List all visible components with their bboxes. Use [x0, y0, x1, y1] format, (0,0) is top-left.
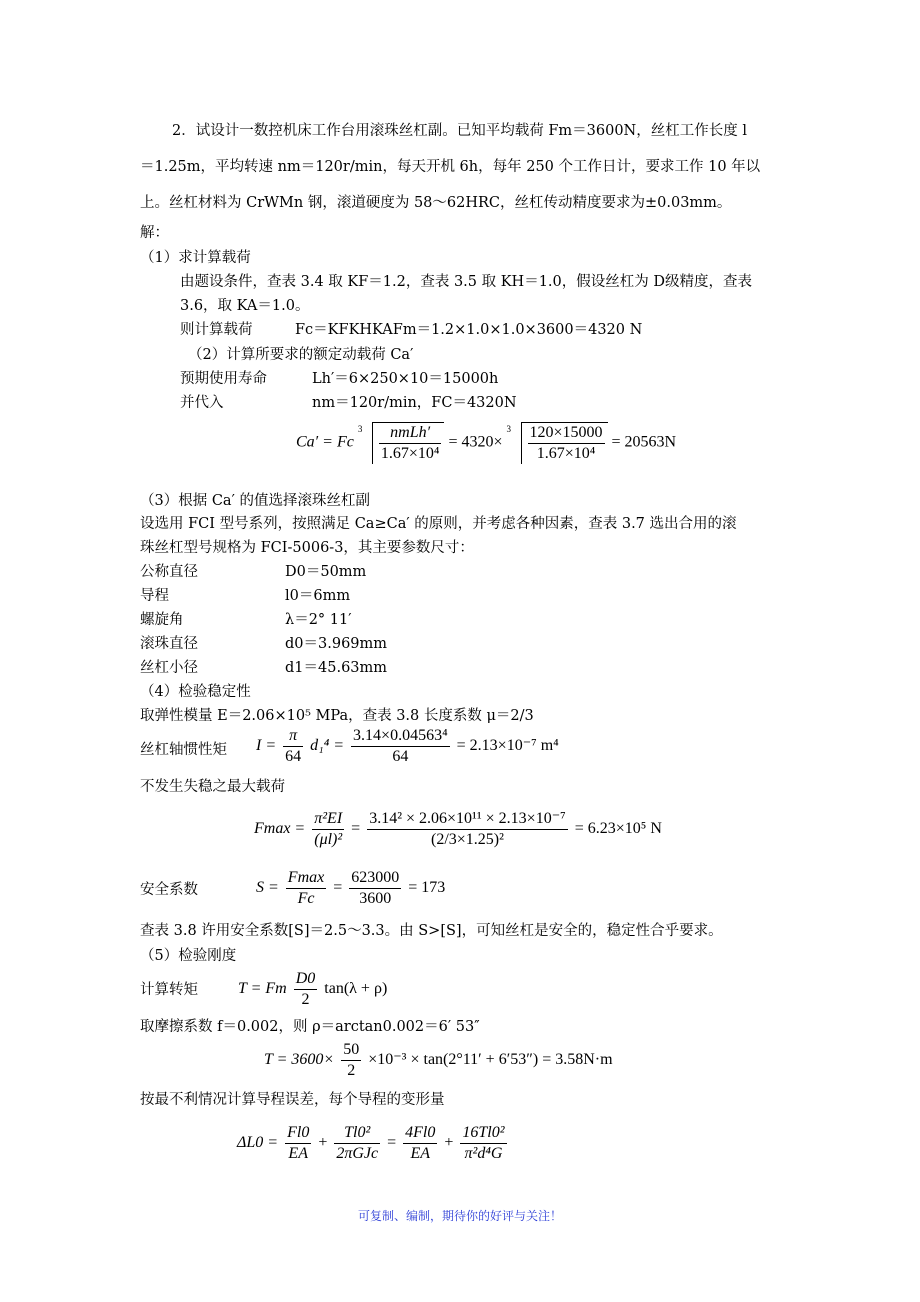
param-value: D0＝50mm — [285, 564, 367, 580]
param-label: 丝杠小径 — [140, 660, 198, 676]
footer-note: 可复制、编制，期待你的好评与关注！ — [357, 1209, 562, 1223]
lead-error-text: 按最不利情况计算导程误差，每个导程的变形量 — [140, 1092, 445, 1108]
rated-load-equation: Ca′ = Fc 3 $\frac{\text{nmLh′}}{\text{1.67×10⁴}}$ = 4320× 3 $\frac{120\times 15000}{\text{1.67×10⁴}}$ = 20563N — [296, 424, 677, 462]
friction-line: 取摩擦系数 f＝0.002，则 ρ＝arctan0.002＝6′ 53″ — [140, 1019, 480, 1035]
param-value: d1＝45.63mm — [285, 660, 388, 676]
param-label: 导程 — [140, 588, 169, 604]
fmax-label: 不发生失稳之最大载荷 — [140, 779, 285, 795]
param-label: 滚珠直径 — [140, 636, 198, 652]
step1-text1: 由题设条件，查表 3.4 取 KF＝1.2，查表 3.5 取 KH＝1.0，假设丝杠为 D级精度，查表 — [180, 274, 752, 290]
step1-text2: 3.6，取 KA＝1.0。 — [180, 298, 310, 314]
lead-deformation-equation: ΔL0 = $\frac{Fl0}{EA}$ + $\frac{\text{Tl0²}}{\text{2πGJc}}$ = $\frac{4Fl0}{EA}$ + $\frac{\text{16Tl0²}}{\text{π²d⁴G}}$ — [237, 1124, 505, 1162]
param-label: 公称直径 — [140, 564, 198, 580]
step5-title: （5）检验刚度 — [140, 948, 237, 964]
problem-line2: ＝1.25m，平均转速 nm＝120r/min，每天开机 6h，每年 250 个工作日计，要求工作 10 年以 — [140, 159, 761, 175]
step1-calc: Fc＝KFKHKAFm＝1.2×1.0×1.0×3600＝4320 N — [295, 322, 643, 338]
param-value: λ＝2° 11′ — [285, 612, 352, 628]
step3-text2: 珠丝杠型号规格为 FCI-5006-3，其主要参数尺寸： — [140, 540, 474, 556]
param-value: d0＝3.969mm — [285, 636, 388, 652]
safety-equation: S = $\frac{Fmax}{Fc}$ = $\frac{623000}{3600}$ = 173 — [256, 869, 446, 907]
step3-title: （3）根据 Ca′ 的值选择滚珠丝杠副 — [140, 493, 370, 509]
step2-sub-label: 并代入 — [180, 395, 224, 411]
modulus-line: 取弹性模量 E＝2.06×10⁵ MPa，查表 3.8 长度系数 μ＝2/3 — [140, 708, 534, 724]
step2-life: Lh′＝6×250×10＝15000h — [312, 371, 499, 387]
torque-value-equation: T = 3600× $\frac{50}{2}$ ×10⁻³ × tan(2°11′ + 6′53″) = 3.58N·m — [264, 1041, 613, 1079]
step2-life-label: 预期使用寿命 — [180, 371, 267, 387]
problem-line3: 上。丝杠材料为 CrWMn 钢，滚道硬度为 58～62HRC，丝杠传动精度要求为±0.03mm。 — [140, 195, 732, 211]
problem-line1: 2．试设计一数控机床工作台用滚珠丝杠副。已知平均载荷 Fm＝3600N，丝杠工作长度 l — [172, 123, 747, 139]
inertia-label: 丝杠轴惯性矩 — [140, 742, 227, 758]
step2-title: （2）计算所要求的额定动载荷 Ca′ — [188, 347, 414, 363]
step1-title: （1）求计算载荷 — [140, 250, 251, 266]
step4-title: （4）检验稳定性 — [140, 684, 251, 700]
safety-label: 安全系数 — [140, 882, 198, 898]
solution-label: 解： — [140, 225, 169, 241]
param-label: 螺旋角 — [140, 612, 184, 628]
step2-sub: nm＝120r/min，FC＝4320N — [312, 395, 517, 411]
fmax-equation: Fmax = $\frac{\text{π²EI}}{\text{(μl)²}}$ = $\frac{\text{3.14² × 2.06×10¹¹ × 2.13×10⁻⁷}}{\text{(2/3×1.25)²}}$ = 6.23×10⁵ N — [254, 810, 662, 848]
inertia-equation: I = $\frac{\pi}{64}$ d₁⁴ = $\frac{\text{3.14×0.04563⁴}}{64}$ = 2.13×10⁻⁷ m⁴ — [256, 727, 559, 765]
torque-label: 计算转矩 — [140, 982, 198, 998]
param-value: l0＝6mm — [285, 588, 351, 604]
stability-conclusion: 查表 3.8 许用安全系数[S]＝2.5～3.3。由 S>[S]，可知丝杠是安全的，稳定性合乎要求。 — [140, 923, 723, 939]
step3-text1: 设选用 FCI 型号系列，按照满足 Ca≥Ca′ 的原则，并考虑各种因素，查表 3.7 选出合用的滚 — [140, 516, 737, 532]
step1-calc-label: 则计算载荷 — [180, 322, 253, 338]
torque-equation: T = Fm $\frac{D0}{2}$ tan(λ + ρ) — [238, 970, 388, 1008]
